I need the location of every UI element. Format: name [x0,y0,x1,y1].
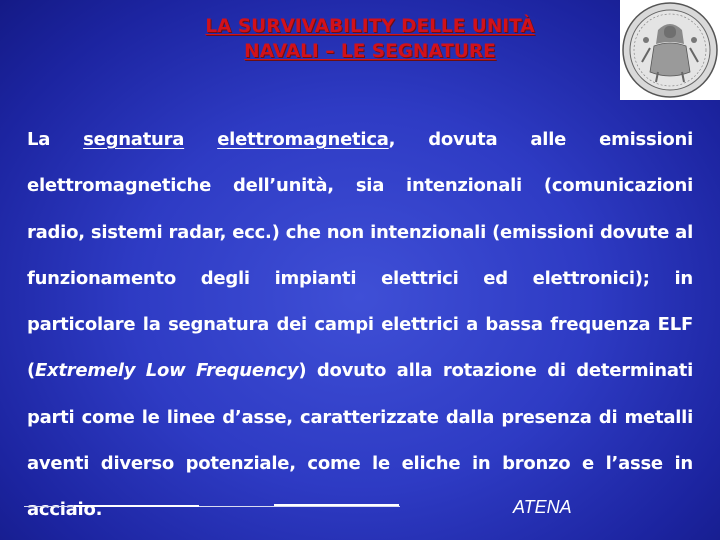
footer-divider-segment-2 [274,504,399,506]
slide-body-paragraph [27,117,693,534]
slide-title-line-1: LA SURVIVABILITY DELLE UNITÀ [205,16,535,37]
slide-title-line-2: NAVALI – LE SEGNATURE [244,41,496,62]
body-text-elettromagnetica: elettromagnetica [217,129,389,150]
body-text-space [184,129,217,150]
footer-divider [24,506,400,507]
body-text-elf-italic: Extremely Low Frequency [34,360,299,382]
footer-divider-segment-1 [74,505,199,507]
body-text-la: La [27,129,84,150]
footer-brand: ATENA [513,497,572,517]
university-seal-icon [620,0,720,100]
body-text-segnatura: segnatura [83,129,185,150]
slide-title [150,14,590,64]
body-text-part-1: , dovuta alle emissioni elettromagnetiche dell’unità, sia intenzionali (comunicazioni radio, sistemi radar, ecc.) che non intenzionali (emissioni dovute al funzionamento degli impianti elettrici ed elettronici); in particolare la segnatura dei campi elettrici a bassa frequenza ELF ( [27,129,693,382]
seal-graphic [620,0,720,100]
body-text-part-2: ) dovuto alla rotazione di determinati parti come le linee d’asse, caratterizzate dalla presenza di metalli aventi diverso potenziale, come le eliche in bronzo e l’asse in acciaio. [27,360,693,521]
